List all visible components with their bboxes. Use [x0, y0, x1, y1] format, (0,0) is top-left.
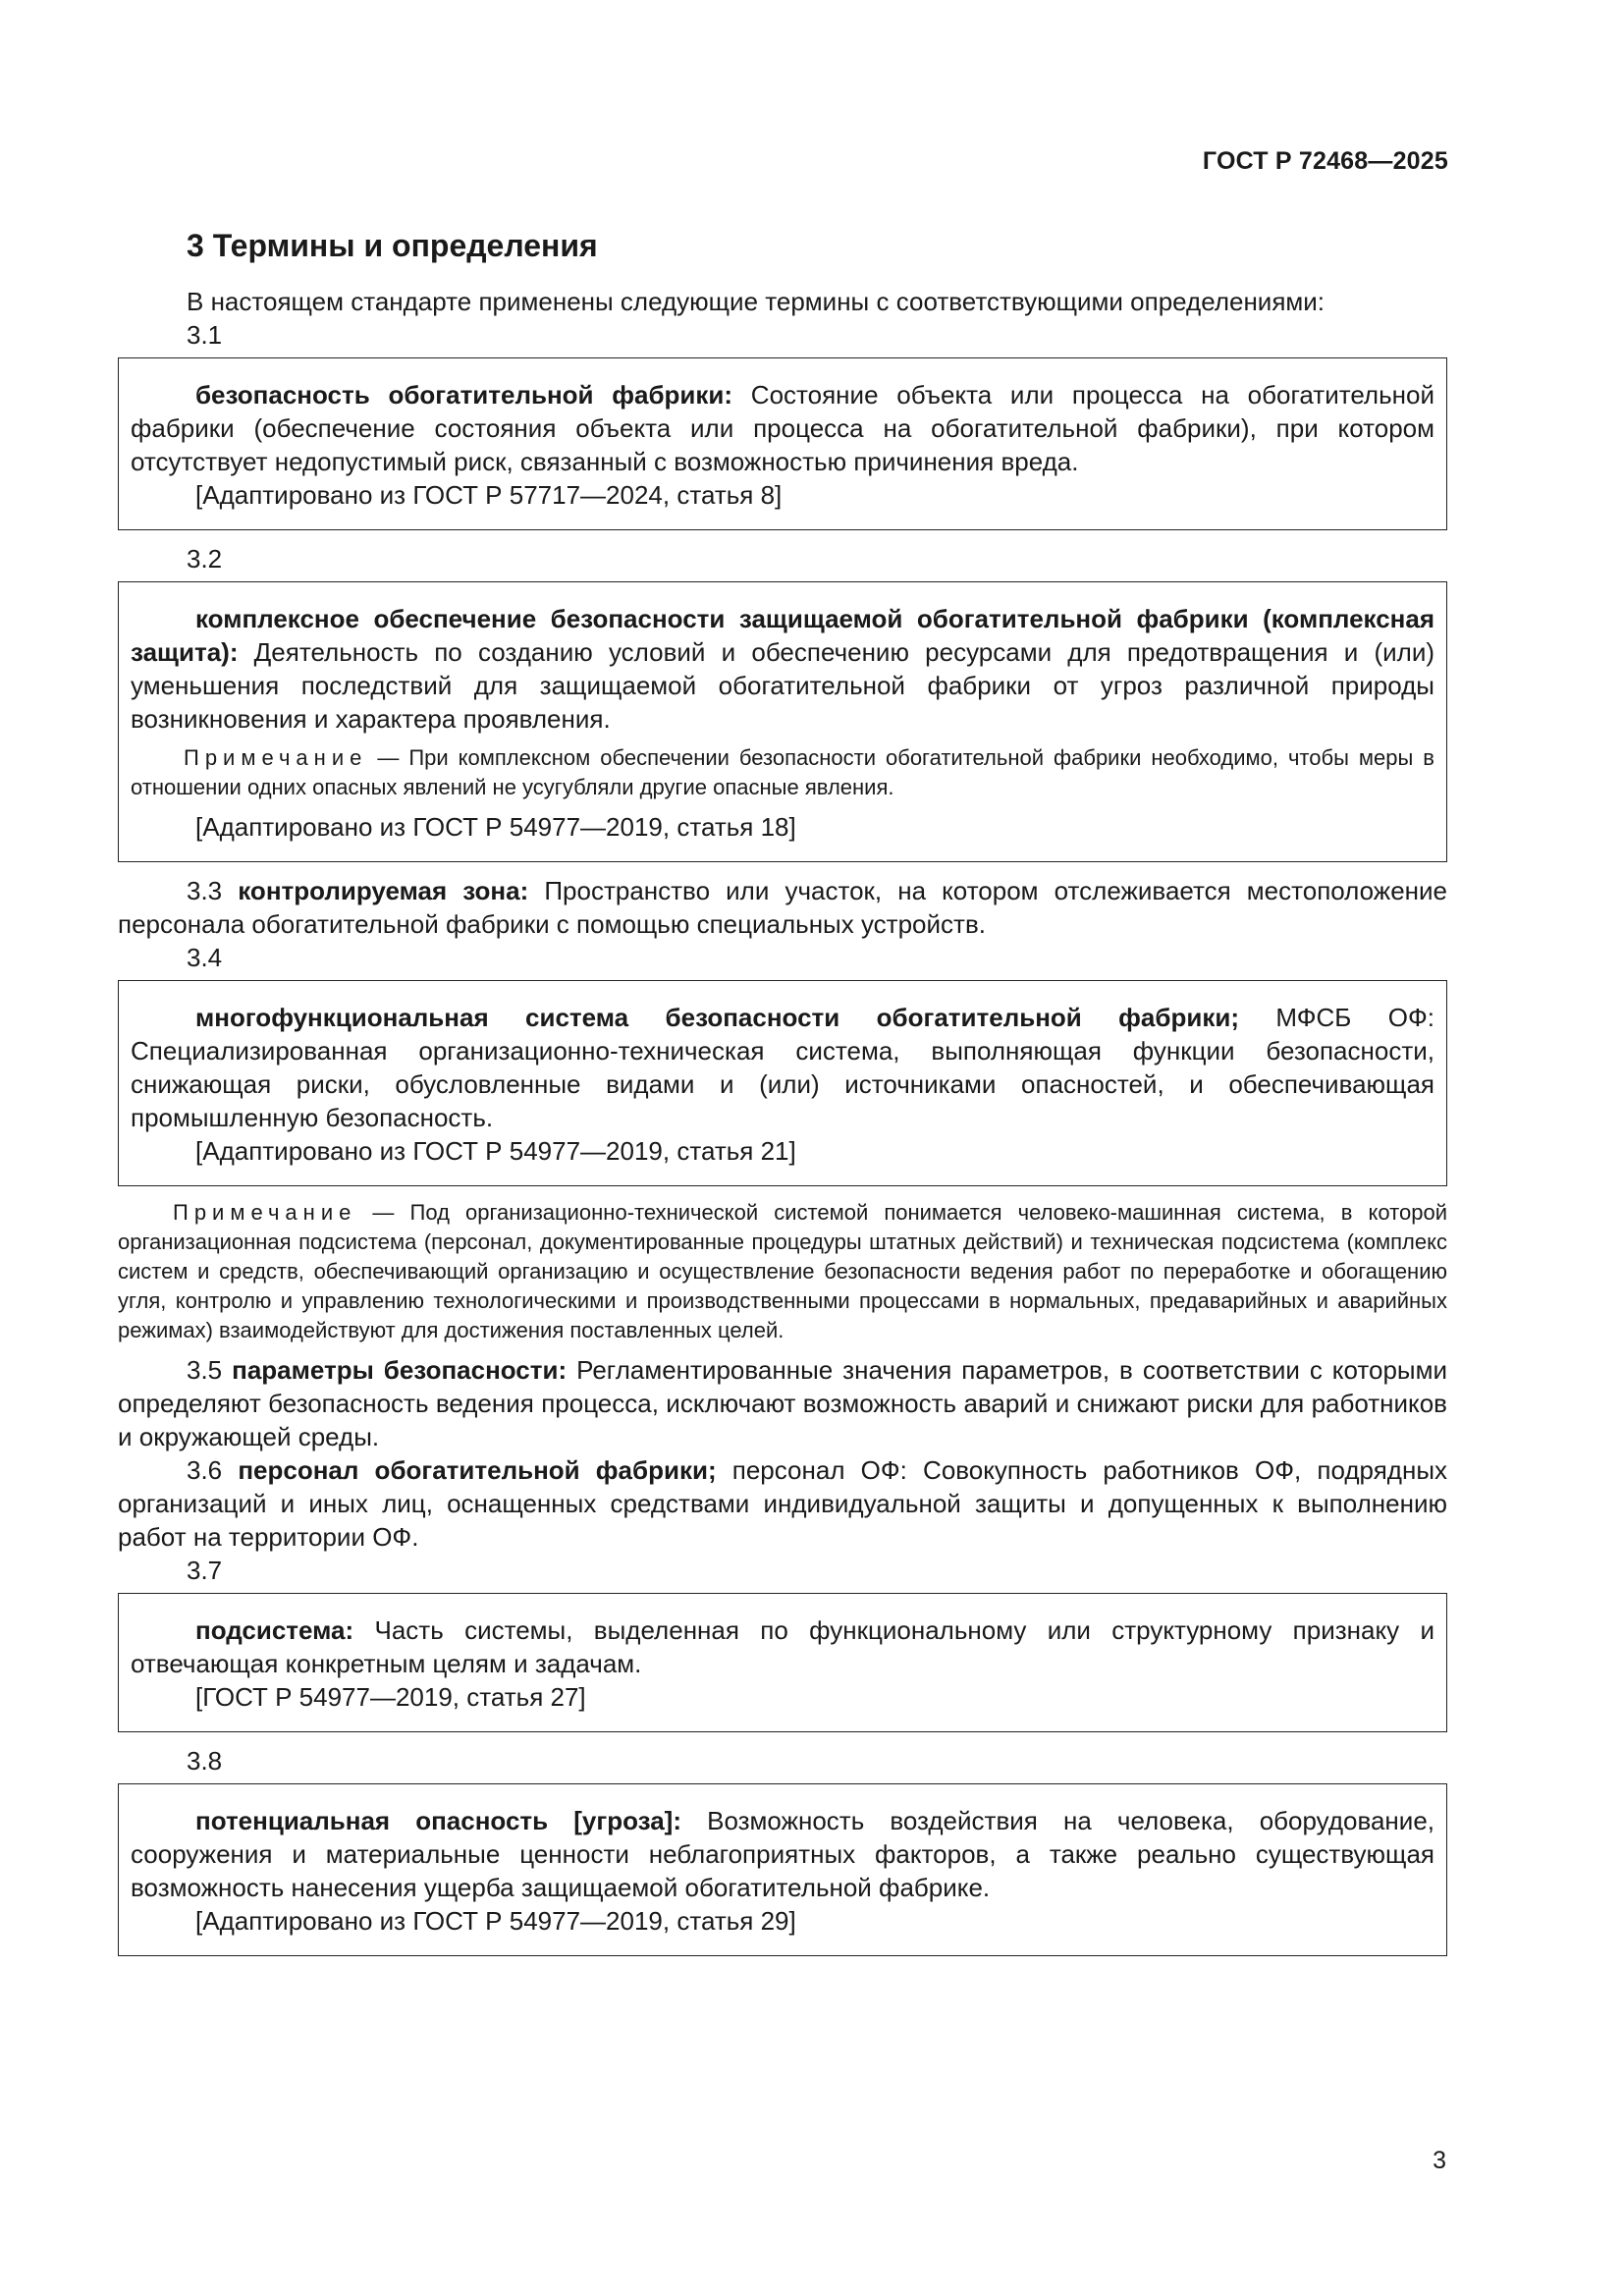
note-text: — Под организационно-технической системой понимается человеко-машинная система, в которой организационная подсистема (персонал, документированные процедуры штатных действий) и техническая подсистема (комплекс систем и средств, обеспечивающий организацию и осуществление безопасности ведения работ по переработке и обогащению угля, контролю и управлению технологическими и производственными процессами в нормальных, предаварийных и аварийных режимах) взаимодействуют для достижения поставленных целей. — [118, 1200, 1447, 1342]
source-reference: [Адаптировано из ГОСТ Р 54977—2019, статья 21] — [195, 1136, 796, 1166]
term-definition — [131, 1001, 1434, 1134]
term-name: подсистема: — [195, 1615, 354, 1645]
term-box-3-8 — [118, 1783, 1447, 1956]
term-definition — [131, 602, 1434, 736]
definition-text: персонал ОФ: Совокупность работников ОФ, подрядных организаций и иных лиц, оснащенных средствами индивидуальной защиты и допущенных к выполнению работ на территории ОФ. — [118, 1455, 1448, 1552]
note-label: Примечание — [184, 745, 368, 770]
note-label: Примечание — [173, 1200, 357, 1225]
entry-number: 3.6 — [187, 1455, 223, 1485]
term-definition — [131, 378, 1434, 478]
section-content — [118, 285, 1447, 1968]
term-box-3-1 — [118, 357, 1447, 530]
entry-number: 3.2 — [187, 544, 223, 574]
source-reference: [ГОСТ Р 54977—2019, статья 27] — [195, 1682, 586, 1712]
entry-number: 3.8 — [187, 1746, 223, 1776]
term-box-3-2 — [118, 581, 1447, 862]
source-reference: [Адаптировано из ГОСТ Р 57717—2024, статья 8] — [195, 480, 783, 510]
term-name: многофункциональная система безопасности обогатительной фабрики; — [195, 1003, 1239, 1032]
term-name: параметры безопасности: — [232, 1355, 568, 1385]
definition-text: Состояние объекта или процесса на обогатительной фабрики (обеспечение состояния объекта или процесса на обогатительной фабрики), при котором отсутствует недопустимый риск, связанный с возможностью причинения вреда. — [131, 380, 1434, 476]
definition-text: Возможность воздействия на человека, оборудование, сооружения и материальные ценности неблагоприятных факторов, а также реально существующая возможность нанесения ущерба защищаемой обогатительной фабрике. — [131, 1806, 1434, 1902]
source-reference: [Адаптировано из ГОСТ Р 54977—2019, статья 29] — [195, 1906, 796, 1936]
document-code: ГОСТ Р 72468—2025 — [1202, 147, 1448, 175]
term-name: комплексное обеспечение безопасности защищаемой обогатительной фабрики (комплексная защита): — [131, 604, 1434, 667]
term-box-3-4 — [118, 980, 1447, 1186]
entry-number: 3.4 — [187, 943, 223, 972]
note — [131, 743, 1434, 802]
term-name: безопасность обогатительной фабрики: — [195, 380, 733, 410]
entry-number: 3.7 — [187, 1556, 223, 1585]
entry-number: 3.3 — [187, 876, 223, 905]
page-number: 3 — [1433, 2147, 1446, 2174]
term-definition — [131, 1613, 1434, 1680]
note-text: — При комплексном обеспечении безопасности обогатительной фабрики необходимо, чтобы меры в отношении одних опасных явлений не усугубляли другие опасные явления. — [131, 745, 1434, 799]
term-name: персонал обогатительной фабрики; — [238, 1455, 717, 1485]
term-box-3-7 — [118, 1593, 1447, 1732]
source-reference: [Адаптировано из ГОСТ Р 54977—2019, статья 18] — [195, 812, 796, 842]
entry-number: 3.1 — [187, 320, 223, 350]
definition-text: Часть системы, выделенная по функциональному или структурному признаку и отвечающая конкретным целям и задачам. — [131, 1615, 1434, 1678]
term-definition-3-5 — [118, 1353, 1447, 1453]
term-definition — [131, 1804, 1434, 1904]
definition-text: Пространство или участок, на котором отслеживается местоположение персонала обогатительной фабрики с помощью специальных устройств. — [118, 876, 1447, 939]
term-definition-3-3 — [118, 874, 1447, 941]
section-intro: В настоящем стандарте применены следующие термины с соответствующими определениями: — [187, 287, 1325, 316]
note — [118, 1198, 1447, 1345]
entry-number: 3.5 — [187, 1355, 223, 1385]
definition-text: Регламентированные значения параметров, в соответствии с которыми определяют безопасность ведения процесса, исключают возможность аварий и снижают риски для работников и окружающей среды. — [118, 1355, 1447, 1451]
term-definition-3-6 — [118, 1453, 1447, 1554]
definition-text: МФСБ ОФ: Специализированная организационно-техническая система, выполняющая функции безопасности, снижающая риски, обусловленные видами и (или) источниками опасностей, и обеспечивающая промышленную безопасность. — [131, 1003, 1434, 1132]
section-title: 3 Термины и определения — [187, 228, 598, 263]
definition-text: Деятельность по созданию условий и обеспечению ресурсами для предотвращения и (или) уменьшения последствий для защищаемой обогатительной фабрики от угроз различной природы возникновения и характера проявления. — [131, 637, 1434, 734]
term-name: контролируемая зона: — [238, 876, 529, 905]
term-name: потенциальная опасность [угроза]: — [195, 1806, 681, 1835]
